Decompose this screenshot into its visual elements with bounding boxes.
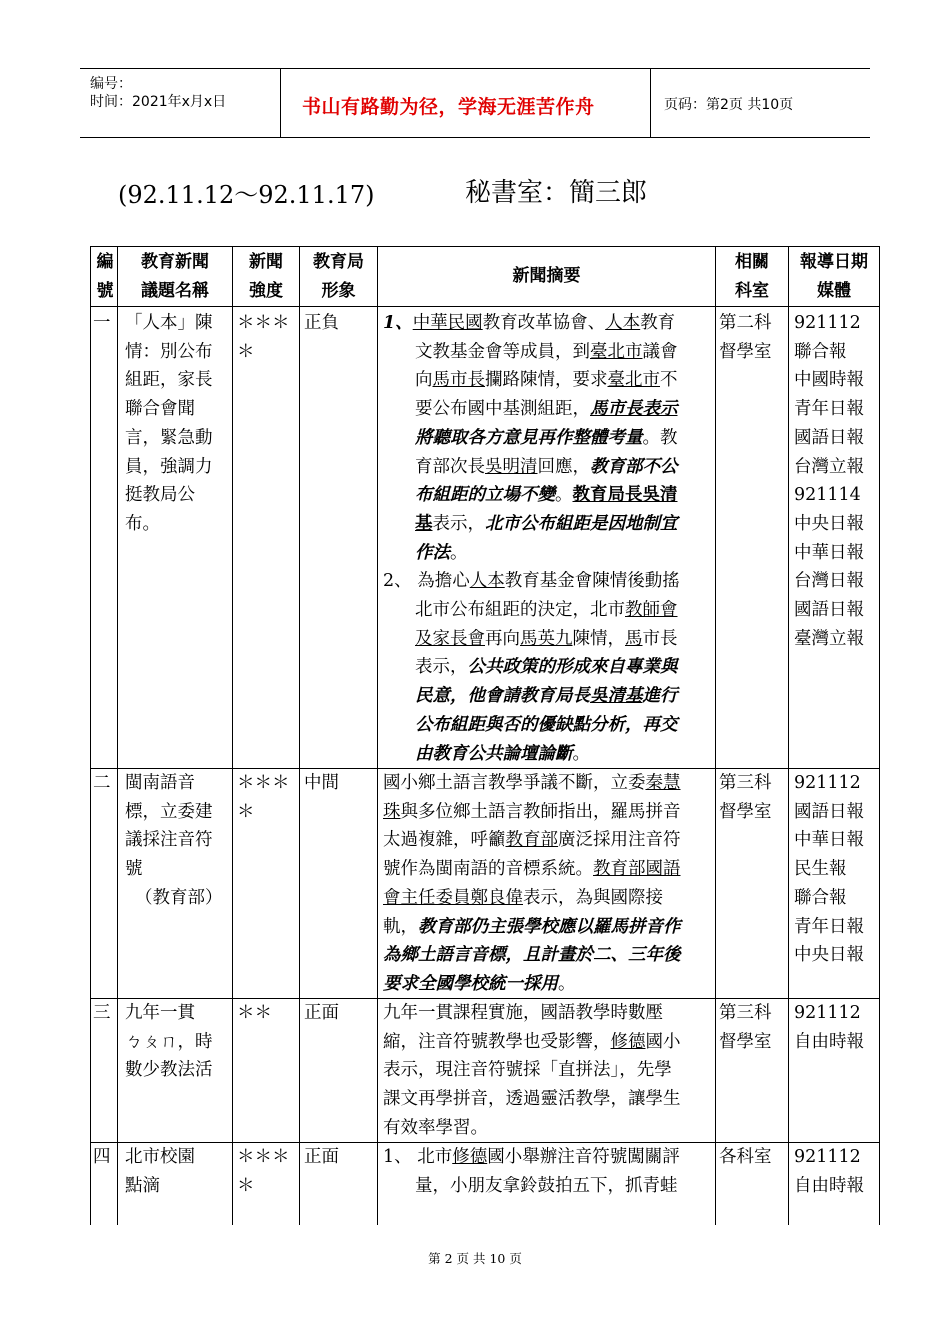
row2-media: 921112 國語日報 中華日報 民生報 聯合報 青年日報 中央日報 <box>794 773 864 966</box>
row1-summary: 1、中華民國教育改革協會、人本教育 文教基金會等成員，到臺北市議會 向馬市長攔路陳情，要求臺北市不 要公布國中基測組距，馬市長表示 將聽取各方意見再作整體考量。教 育部次長吳明清回應，教育部不公 布組距的立場不變。教育局長吳清 基表示，北市公布組距是因地制宜 作法。 2、 為擔心人本教育基金會陳情後動搖 北市公布組距的決定，北市教師會 及家長會再向馬英九陳情，馬市長 表示，公共政策的形成來自專業與 民意，他會請教育局長吳清基進行 公布組距與否的優缺點分析，再交 由教育公共論壇論斷。 <box>383 313 680 764</box>
row2-summary: 國小鄉土語言教學爭議不斷，立委秦慧 珠與多位鄉土語言教師指出，羅馬拼音 太過複雜，呼籲教育部廣泛採用注音符 號作為閩南語的音標系統。教育部國語 會主任委員鄭良偉表示，為與國際接 軌，教育部仍主張學校應以羅馬拼音作 為鄉土語言音標，且計畫於二、三年後 要求全國學校統一採用。 <box>383 773 681 994</box>
row3-summary: 九年一貫課程實施，國語教學時數壓 縮，注音符號教學也受影響，修德國小 表示，現注音符號採「直拼法」，先學 課文再學拼音，透過靈活教學，讓學生 有效率學習。 <box>383 1003 681 1138</box>
row4-no: 四 <box>93 1147 111 1167</box>
row1-media: 921112 聯合報 中國時報 青年日報 國語日報 台灣立報 921114 中央日報 中華日報 台灣日報 國語日報 臺灣立報 <box>794 313 864 649</box>
row4-related: 各科室 <box>719 1147 772 1167</box>
row4-strength: ＊＊＊ ＊ <box>237 1147 290 1196</box>
row2-image: 中間 <box>304 773 339 793</box>
row3-media: 921112 自由時報 <box>794 1003 864 1052</box>
page-header <box>80 68 870 138</box>
row4-media: 921112 自由時報 <box>794 1147 864 1196</box>
row3-related: 第三科 督學室 <box>719 1003 772 1052</box>
number-label: 编号： <box>90 76 132 92</box>
row1-no: 一 <box>93 313 111 333</box>
page-info: 页码：第2页 共10页 <box>664 97 794 113</box>
row1-related: 第二科 督學室 <box>719 313 772 362</box>
header-topic: 教育新聞 議題名稱 <box>141 252 209 301</box>
row4-topic: 北市校園 點滴 <box>125 1147 195 1196</box>
row1-topic: 「人本」陳 情：別公布 組距，家長 聯合會聞 言，緊急動 員，強調力 挺教局公 布。 <box>125 313 213 534</box>
header-related: 相關 科室 <box>735 252 769 301</box>
header-summary: 新聞摘要 <box>512 266 581 286</box>
row2-topic: 閩南語音 標，立委建 議採注音符 號 （教育部） <box>125 773 223 908</box>
header-image: 教育局 形象 <box>313 252 364 301</box>
office-title: 秘書室：簡三郎 <box>465 178 648 208</box>
header-meta-cell <box>80 69 281 137</box>
row3-strength: ＊＊ <box>237 1003 272 1023</box>
news-table <box>90 246 880 1225</box>
row2-no: 二 <box>93 773 111 793</box>
header-strength: 新聞 強度 <box>249 252 283 301</box>
motto: 书山有路勤为径，学海无涯苦作舟 <box>302 96 595 118</box>
row2-related: 第三科 督學室 <box>719 773 772 822</box>
date-range: (92.11.12～92.11.17) <box>118 181 375 209</box>
header-page-cell <box>650 69 870 137</box>
row3-image: 正面 <box>304 1003 339 1023</box>
header-date-media: 報導日期 媒體 <box>800 252 868 301</box>
header-no: 編 號 <box>96 252 114 301</box>
row1-image: 正負 <box>304 313 339 333</box>
header-motto-cell <box>280 69 651 137</box>
row1-strength: ＊＊＊ ＊ <box>237 313 290 362</box>
row4-image: 正面 <box>304 1147 339 1167</box>
date-label: 时间：2021年x月x日 <box>90 94 227 110</box>
row4-summary: 1、 北市修德國小舉辦注音符號闖關評 量，小朋友拿鈴鼓拍五下，抓青蛙 <box>383 1147 680 1196</box>
row3-no: 三 <box>93 1003 111 1023</box>
row2-strength: ＊＊＊ ＊ <box>237 773 290 822</box>
page-footer: 第 2 页 共 10 页 <box>428 1251 522 1266</box>
row3-topic: 九年一貫 ㄅㄆㄇ，時 數少教法活 <box>125 1003 213 1081</box>
